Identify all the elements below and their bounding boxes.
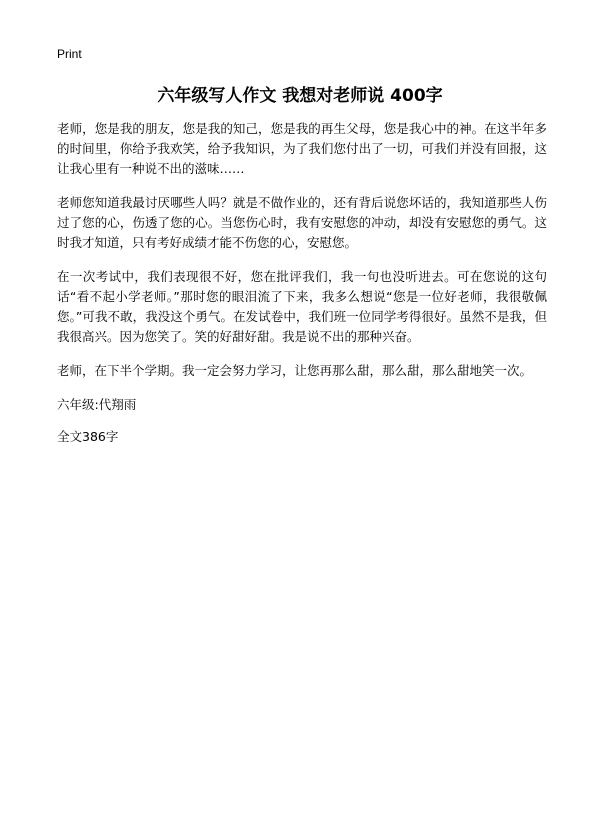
paragraph: 老师您知道我最讨厌哪些人吗？就是不做作业的，还有背后说您坏话的，我知道那些人伤过了您的心，伤透了您的心。当您伤心时，我有安慰您的冲动，却没有安慰您的勇气。这时我才知道，只有考好成绩才能不伤您的心，安慰您。 — [57, 195, 547, 250]
paragraph: 老师，您是我的朋友，您是我的知己，您是我的再生父母，您是我心中的神。在这半年多的时间里，你给予我欢笑，给予我知识，为了我们您付出了一切，可我们并没有回报，这让我心里有一种说不出的滋味…… — [57, 121, 547, 176]
article-title: 六年级写人作文 我想对老师说 400字 — [157, 86, 443, 106]
print-link[interactable]: Print — [57, 47, 82, 61]
paragraph: 在一次考试中，我们表现很不好，您在批评我们，我一句也没听进去。可在您说的这句话“看不起小学老师。”那时您的眼泪流了下来，我多么想说“您是一位好老师，我很敬佩您。”可我不敢，我没这个勇气。在发试卷中，我们班一位同学考得很好。虽然不是我，但我很高兴。因为您笑了。笑的好甜好甜。我是说不出的那种兴奋。 — [57, 269, 547, 344]
word-count: 全文386字 — [57, 429, 119, 444]
article-body — [57, 119, 547, 461]
paragraph: 老师，在下半个学期。我一定会努力学习，让您再那么甜，那么甜，那么甜地笑一次。 — [57, 363, 533, 378]
author-line: 六年级:代翔雨 — [57, 397, 137, 412]
